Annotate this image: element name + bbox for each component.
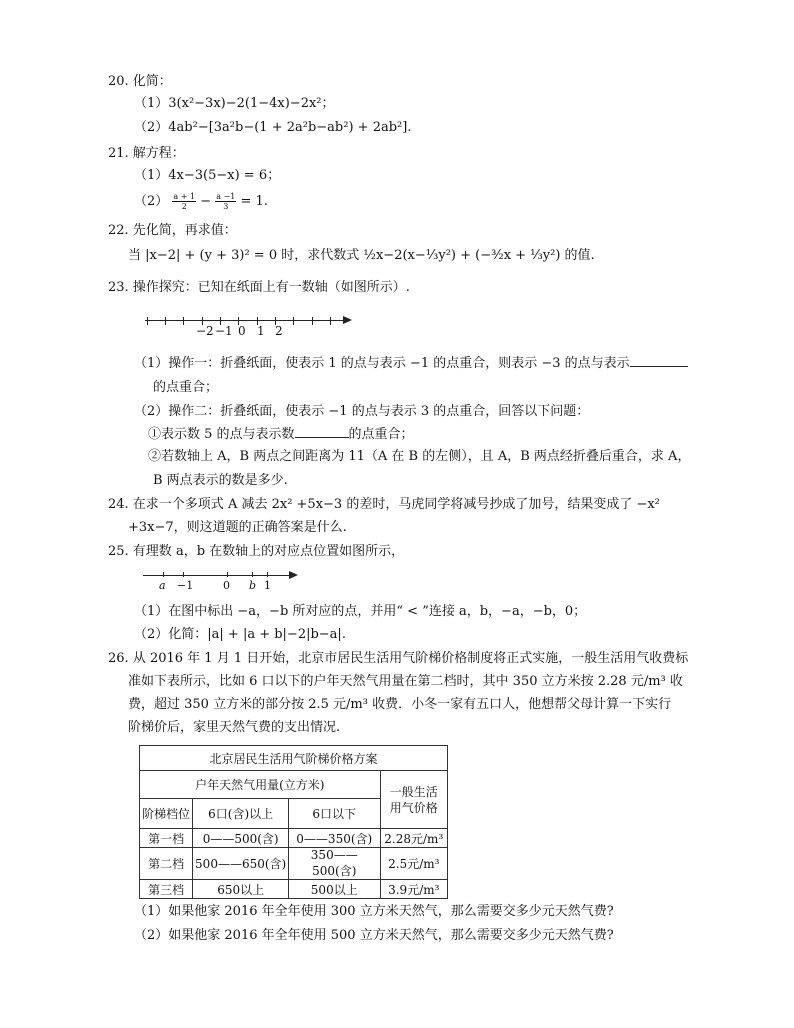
fraction-denominator: 2 [181,202,187,211]
tier-cell: 第一档 [140,829,193,848]
tier-header: 阶梯档位 [140,799,193,829]
q22-condition: 当 |x−2| + (y + 3)² = 0 时，求代数式 ½x−2(x−⅓y²) + (−³⁄₂x + ⅓y²) 的值. [128,248,595,263]
q21-part2-prefix: （2） [134,194,169,209]
q20-title: 20. 化简： [108,74,172,89]
table-caption: 北京居民生活用气阶梯价格方案 [140,746,448,771]
q23-sub2-cont: B 两点表示的数是多少. [153,473,288,488]
q26-line2: 准如下表所示，比如 6 口以下的户年天然气用量在第二档时，其中 350 立方米按 2.28 元/m³ 收 [128,674,683,689]
axis-label: 1 [264,579,271,592]
q23-sub2: ②若数轴上 A，B 两点之间距离为 11（A 在 B 的左侧），且 A，B 两点经折叠后重合，求 A， [148,449,691,464]
tick [252,572,253,577]
tick [163,572,164,577]
tier-cell: 第三档 [140,880,193,899]
number-line-q25 [143,568,303,596]
q23-part2: （2）操作二：折叠纸面，使表示 −1 的点与表示 3 的点重合，回答以下问题： [134,404,590,419]
equation-tail: = 1. [240,194,268,209]
range-cell: 0——350(含) [288,829,380,848]
q21-part2: （2） $\frac{a + 1}{2}$ − $\frac{a -1}{3}$ = 1. [134,192,268,211]
q20-part1: （1）3(x²−3x)−2(1−4x)−2x²； [134,96,335,111]
fraction [172,192,196,211]
q26-part1: （1）如果他家 2016 年全年使用 300 立方米天然气，那么需要交多少元天然气费? [134,904,614,919]
price-cell: 3.9元/m³ [380,880,447,899]
table-row [140,829,448,848]
q23-part1 [134,355,688,373]
axis-label: 0 [238,324,246,338]
q25-part2: （2）化简：|a| + |a + b|−2|b−a|. [134,627,346,642]
axis-label: −2 [196,324,214,338]
tick [312,317,313,325]
axis-label: 1 [257,324,265,338]
answer-blank[interactable] [630,366,688,367]
answer-blank[interactable] [295,437,349,438]
q23-part1-cont: 的点重合； [153,380,219,395]
q21-title: 21. 解方程： [108,146,185,161]
axis-line [143,575,291,576]
q26-line1: 26. 从 2016 年 1 月 1 日开始，北京市居民生活用气阶梯价格制度将正式实施，一般生活用气收费标 [108,651,689,666]
range-cell: 500——650(含) [193,848,289,880]
col-header-b: 6口以下 [288,799,380,829]
price-table [139,745,448,899]
table-row [140,848,448,880]
q24-line1: 24. 在求一个多项式 A 减去 2x² +5x−3 的差时，马虎同学将减号抄成了加号，结果变成了 −x² [108,497,660,512]
range-cell: 500以上 [288,880,380,899]
price-header: 一般生活用气价格 [380,771,447,829]
table-caption-row [140,746,448,771]
q25-title: 25. 有理数 a，b 在数轴上的对应点位置如图所示， [108,544,405,559]
q26-line4: 阶梯价后，家里天然气费的支出情况. [128,720,341,735]
tick [183,572,184,577]
fraction [215,192,236,211]
range-cell: 350——500(含) [288,848,380,880]
q22-title: 22. 先化简，再求值： [108,223,237,238]
q21-part1: （1）4x−3(5−x) = 6； [134,168,281,183]
tick [267,572,268,577]
q23-sub1-text: ①表示数 5 的点与表示数 [148,427,295,442]
col-header-a: 6口(含)以上 [193,799,289,829]
usage-header: 户年天然气用量(立方米) [140,771,381,799]
q23-title: 23. 操作探究：已知在纸面上有一数轴（如图所示）. [108,280,410,295]
range-cell: 650以上 [193,880,289,899]
axis-arrow-icon [343,316,352,324]
price-cell: 2.28元/m³ [380,829,447,848]
number-line-q23 [145,312,355,342]
tick [227,572,228,577]
axis-label: −1 [215,324,233,338]
range-cell: 0——500(含) [193,829,289,848]
q20-part2: （2）4ab²−[3a²b−(1 + 2a²b−ab²) + 2ab²]. [134,120,412,135]
axis-label: b [249,579,257,592]
fraction-numerator: a −1 [216,192,236,201]
tick [330,317,331,325]
axis-line [145,320,345,321]
fraction-denominator: 3 [223,202,229,211]
tick [165,317,166,325]
q24-line2: +3x−7，则这道题的正确答案是什么. [128,520,347,535]
tick [183,317,184,325]
q23-sub1-tail: 的点重合； [348,427,414,442]
axis-arrow-icon [289,571,298,579]
table-row [140,880,448,899]
axis-label: 0 [223,579,230,592]
q26-line3: 费，超过 350 立方米的部分按 2.5 元/m³ 收费．小冬一家有五口人，他想帮父母计算一下实行 [128,697,672,712]
axis-label: 2 [275,324,283,338]
q25-part1: （1）在图中标出 −a，−b 所对应的点，并用“ < ”连接 a，b，−a，−b，0； [134,604,587,619]
q23-sub1 [148,426,414,444]
axis-label: −1 [177,579,194,592]
table-header-row [140,771,448,799]
tier-cell: 第二档 [140,848,193,880]
fraction-numerator: a + 1 [173,192,196,201]
q23-part1-text: （1）操作一：折叠纸面，使表示 1 的点与表示 −1 的点重合，则表示 −3 的点与表示 [134,356,630,371]
tick [293,317,294,325]
tick [147,317,148,325]
axis-label: a [159,579,166,592]
price-cell: 2.5元/m³ [380,848,447,880]
q26-part2: （2）如果他家 2016 年全年使用 500 立方米天然气，那么需要交多少元天然气费? [134,928,614,943]
